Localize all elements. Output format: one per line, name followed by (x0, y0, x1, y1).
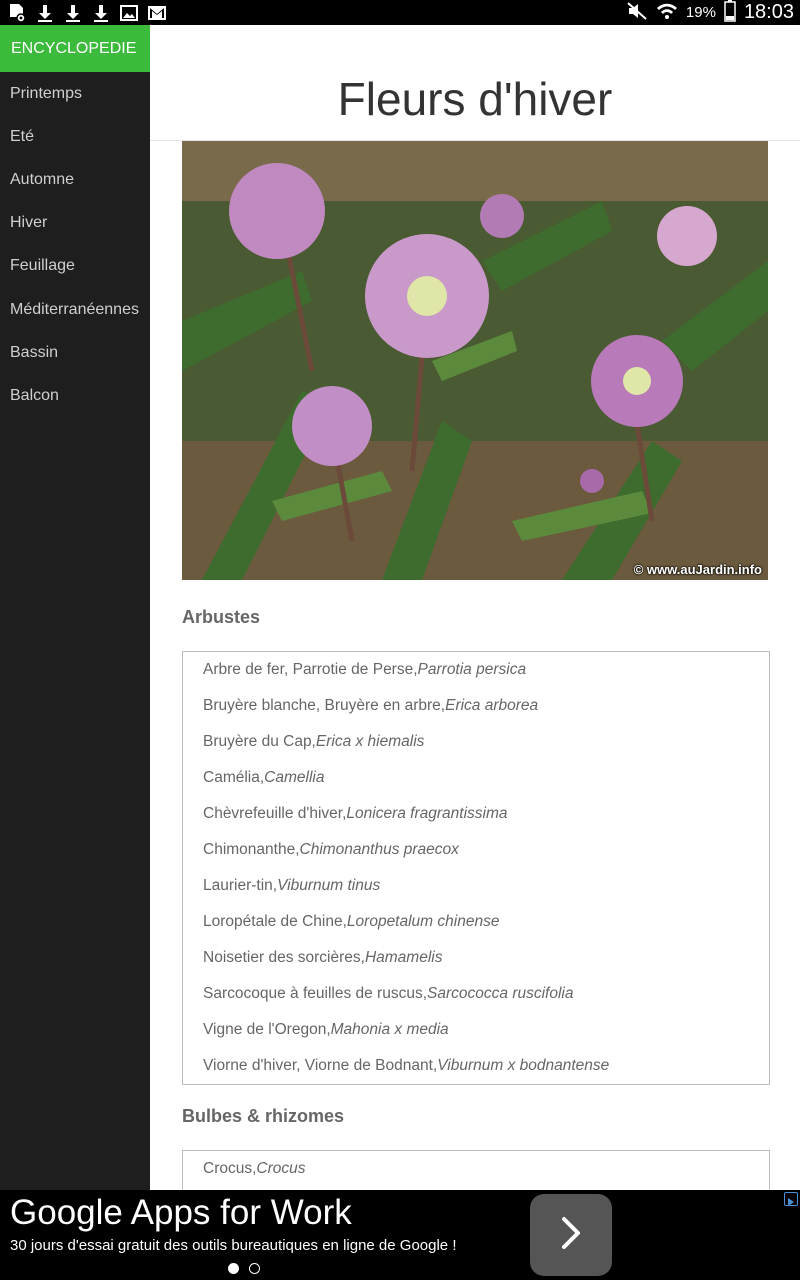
sidebar-item-feuillage[interactable]: Feuillage (10, 257, 75, 275)
list-arbustes (182, 651, 770, 1085)
list-item[interactable]: Bruyère du Cap, Erica x hiemalis (203, 733, 425, 750)
hero-image (182, 141, 768, 580)
pager-dot[interactable] (249, 1263, 260, 1274)
adchoices-icon[interactable] (784, 1192, 798, 1206)
wifi-icon (656, 1, 678, 25)
list-item[interactable]: Chimonanthe, Chimonanthus praecox (203, 841, 459, 858)
status-bar (0, 0, 800, 25)
download-icon (34, 2, 56, 23)
list-item[interactable]: Crocus, Crocus (203, 1160, 306, 1177)
battery-icon (724, 0, 736, 26)
list-item[interactable]: Vigne de l'Oregon, Mahonia x media (203, 1021, 449, 1038)
system-status (626, 0, 794, 25)
sd-card-settings-icon (6, 2, 28, 23)
ad-banner[interactable] (0, 1190, 800, 1280)
ad-subtitle[interactable]: 30 jours d'essai gratuit des outils bureautiques en ligne de Google ! (10, 1237, 457, 1254)
sidebar-item-automne[interactable]: Automne (10, 170, 75, 188)
ad-pager (228, 1263, 260, 1274)
sidebar-item-bassin[interactable]: Bassin (10, 343, 59, 361)
download-icon (62, 2, 84, 23)
section-title-arbustes: Arbustes (182, 607, 261, 627)
ad-title[interactable]: Google Apps for Work (10, 1193, 352, 1232)
sidebar-item-ete[interactable]: Eté (10, 127, 35, 145)
chevron-right-icon (556, 1215, 586, 1255)
section-title-bulbes: Bulbes & rhizomes (182, 1106, 345, 1126)
list-item[interactable]: Arbre de fer, Parrotie de Perse, Parrotia persica (203, 661, 527, 678)
download-icon (90, 2, 112, 23)
list-item[interactable]: Noisetier des sorcières, Hamamelis (203, 949, 443, 966)
gmail-icon (146, 2, 168, 23)
sidebar-item-balcon[interactable]: Balcon (10, 386, 59, 404)
sidebar-header[interactable]: ENCYCLOPEDIE (0, 25, 150, 72)
page-title: Fleurs d'hiver (337, 73, 613, 125)
hero-credit: © www.auJardin.info (633, 562, 762, 577)
image-icon (118, 2, 140, 23)
list-item[interactable]: Sarcocoque à feuilles de ruscus, Sarcococca ruscifolia (203, 985, 574, 1002)
ad-open-button[interactable] (530, 1194, 612, 1276)
pager-dot-active[interactable] (228, 1263, 239, 1274)
sidebar-item-printemps[interactable]: Printemps (10, 84, 83, 102)
list-item[interactable]: Laurier-tin, Viburnum tinus (203, 877, 381, 894)
list-item[interactable]: Loropétale de Chine, Loropetalum chinense (203, 913, 500, 930)
mute-icon (626, 1, 648, 25)
notification-icons (6, 2, 168, 23)
sidebar-item-hiver[interactable]: Hiver (10, 214, 48, 232)
main-content (150, 25, 800, 1190)
list-item[interactable]: Bruyère blanche, Bruyère en arbre, Erica arborea (203, 697, 539, 714)
list-item[interactable]: Chèvrefeuille d'hiver, Lonicera fragrantissima (203, 805, 508, 822)
sidebar-item-mediterraneennes[interactable]: Méditerranéennes (10, 300, 139, 318)
list-item[interactable]: Camélia, Camellia (203, 769, 325, 786)
sidebar (0, 25, 150, 1190)
clock: 18:03 (743, 1, 794, 23)
list-item[interactable]: Viorne d'hiver, Viorne de Bodnant, Viburnum x bodnantense (203, 1057, 610, 1074)
battery-percent: 19% (685, 4, 716, 21)
list-bulbes (182, 1150, 770, 1190)
